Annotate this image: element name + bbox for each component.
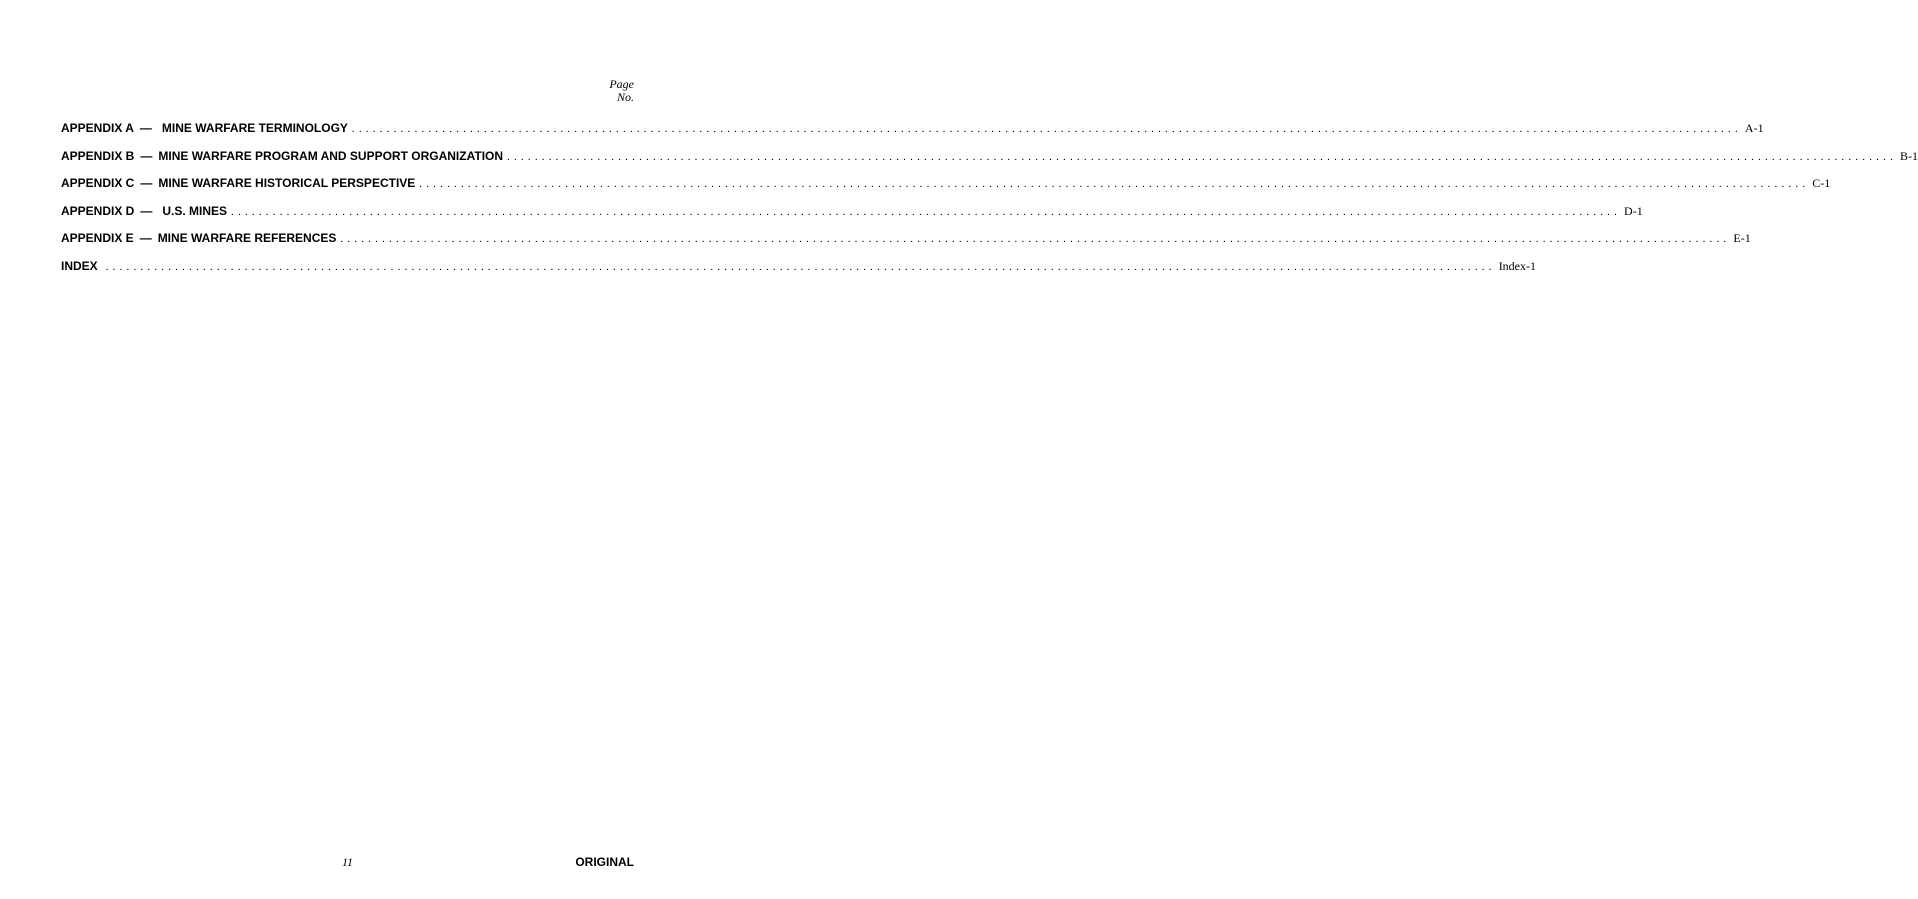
toc-entry-title: U.S. MINES	[162, 203, 228, 218]
toc-entry-prefix: APPENDIX D	[61, 203, 135, 218]
table-of-contents	[61, 121, 1918, 286]
toc-entry-page: C-1	[1812, 176, 1831, 190]
toc-entry-label	[61, 176, 415, 190]
toc-entry-label	[61, 121, 348, 135]
toc-entry-page: Index-1	[1498, 258, 1537, 273]
toc-entry-page: A-1	[1744, 121, 1764, 135]
toc-entry-appendix-d[interactable]	[61, 203, 1643, 232]
toc-entry-label	[61, 149, 503, 163]
toc-entry-separator: —	[139, 121, 152, 135]
dot-leader: ........................................................................................................................................................................................................	[351, 123, 1742, 135]
toc-entry-index[interactable]	[61, 258, 1537, 287]
toc-entry-prefix: APPENDIX B	[61, 148, 135, 163]
dot-leader: ........................................................................................................................................................................................................	[507, 150, 1898, 163]
toc-entry-separator: —	[140, 176, 153, 190]
toc-entry-appendix-e[interactable]	[61, 231, 1751, 259]
footer-page-number: 11	[341, 855, 354, 869]
toc-entry-label	[61, 231, 336, 245]
toc-entry-label	[61, 204, 227, 218]
toc-entry-appendix-a[interactable]	[61, 121, 1764, 149]
toc-entry-title: MINE WARFARE PROGRAM AND SUPPORT ORGANIZATION	[158, 148, 504, 163]
toc-entry-appendix-b[interactable]	[61, 148, 1918, 177]
toc-entry-page: E-1	[1733, 231, 1751, 245]
toc-entry-title: MINE WARFARE REFERENCES	[157, 231, 337, 245]
toc-entry-prefix: INDEX	[61, 258, 98, 273]
toc-entry-title: MINE WARFARE TERMINOLOGY	[161, 121, 348, 135]
dot-leader: ........................................................................................................................................................................................................	[419, 178, 1810, 190]
toc-entry-separator: —	[139, 231, 152, 245]
toc-entry-separator: —	[140, 148, 153, 163]
dot-leader: ........................................................................................................................................................................................................	[340, 233, 1731, 245]
toc-entry-separator: —	[140, 203, 153, 218]
toc-entry-title: MINE WARFARE HISTORICAL PERSPECTIVE	[158, 176, 416, 190]
page-label: Page	[609, 77, 634, 91]
toc-entry-page: B-1	[1900, 148, 1918, 163]
toc-entry-label	[61, 259, 98, 273]
toc-entry-appendix-c[interactable]	[61, 176, 1831, 204]
toc-entry-prefix: APPENDIX A	[61, 121, 134, 135]
toc-entry-prefix: APPENDIX E	[61, 231, 134, 245]
no-label: No.	[616, 90, 634, 104]
footer-status-label: ORIGINAL	[575, 855, 634, 869]
dot-leader: ........................................................................................................................................................................................................	[231, 205, 1622, 218]
toc-entry-prefix: APPENDIX C	[61, 176, 135, 190]
toc-entry-page: D-1	[1624, 203, 1643, 218]
page-number-column-header	[609, 78, 634, 104]
dot-leader: ........................................................................................................................................................................................................	[105, 260, 1496, 273]
